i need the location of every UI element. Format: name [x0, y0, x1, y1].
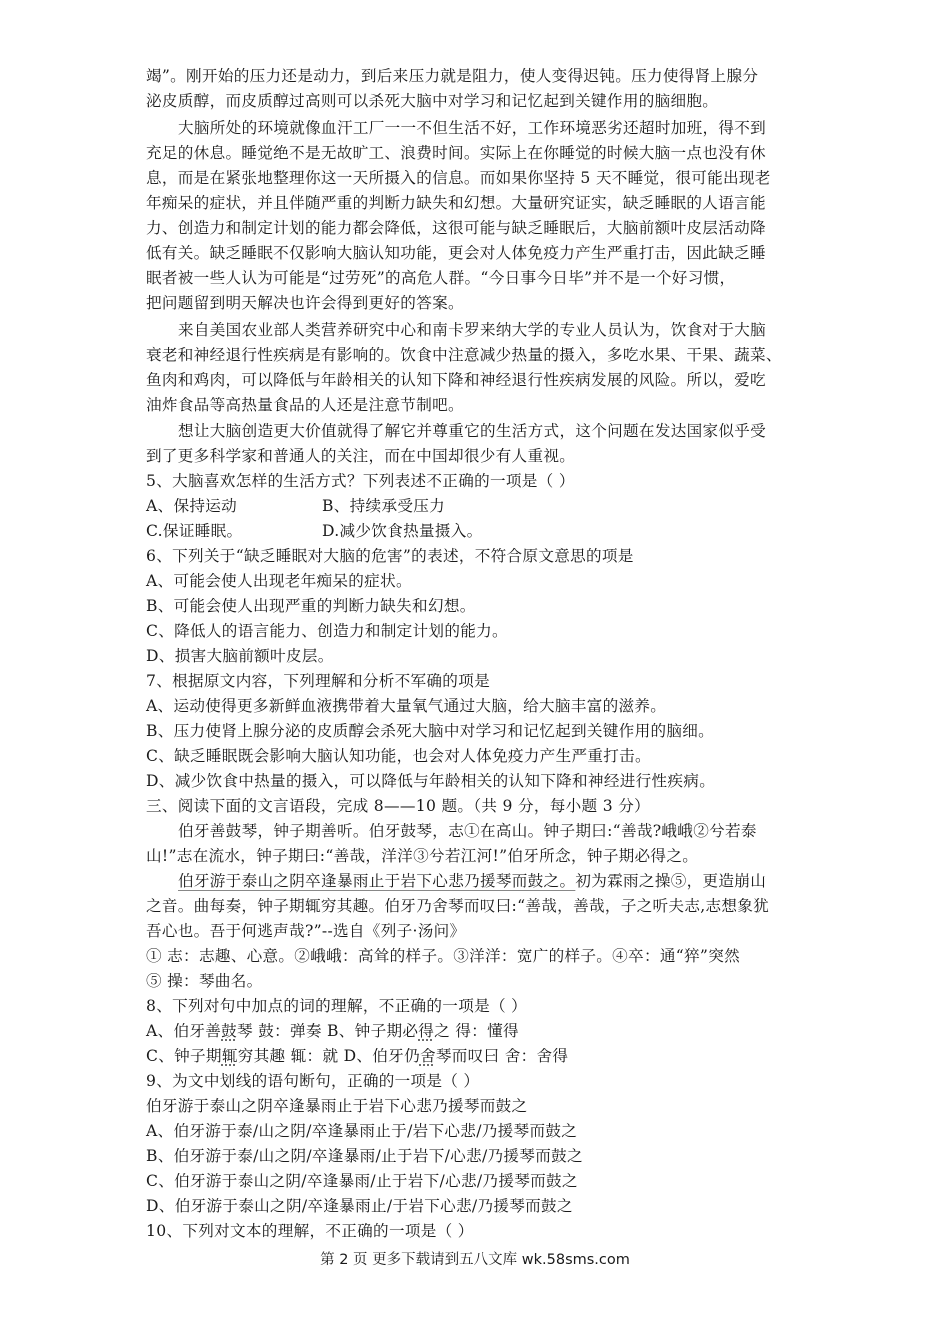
question-6-stem: 6、下列关于“缺乏睡眠对大脑的危害”的表述，不符合原文意思的项是 [146, 547, 634, 565]
underlined-sentence: 伯牙游于泰山之阴卒逢暴雨止于岩下心悲乃援琴而鼓之。 [178, 872, 576, 890]
classical-text-line: 山!”志在流水，钟子期曰:“善哉，洋洋③兮若江河!”伯牙所念，钟子期必得之。 [146, 847, 699, 865]
page-footer: 第 2 页 更多下载请到五八文库 wk.58sms.com [320, 1252, 630, 1268]
option-d: D、伯牙游于泰山之阴/卒逢暴雨止/于岩下心悲/乃援琴而鼓之 [146, 1197, 573, 1215]
option-a: A、伯牙游于泰/山之阴/卒逢暴雨止于/岩下心悲/乃援琴而鼓之 [146, 1122, 578, 1140]
dotted-word: 得 [418, 1022, 435, 1040]
option-b: B、压力使肾上腺分泌的皮质醇会杀死大脑中对学习和记忆起到关键作用的脑细。 [146, 722, 715, 740]
question-10-stem: 10、下列对文本的理解，不正确的一项是（ ） [146, 1222, 474, 1240]
dotted-word: 舍 [419, 1047, 436, 1065]
question-5-stem: 5、大脑喜欢怎样的生活方式？下列表述不正确的一项是（ ） [146, 472, 575, 490]
text-line: 息，而是在紧张地整理你这一天所摄入的信息。而如果你坚持 5 天不睡觉，很可能出现老 [146, 169, 771, 187]
text-line: 泌皮质醇，而皮质醇过高则可以杀死大脑中对学习和记忆起到关键作用的脑细胞。 [146, 92, 719, 110]
question-7-stem: 7、根据原文内容，下列理解和分析不军确的项是 [146, 672, 490, 690]
text-line: 竭”。刚开始的压力还是动力，到后来压力就是阻力，使人变得迟钝。压力使得肾上腺分 [146, 67, 759, 85]
option-d: D.减少饮食热量摄入。 [322, 522, 483, 540]
option-c: C、缺乏睡眠既会影响大脑认知功能，也会对人体免疫力产生严重打击。 [146, 747, 651, 765]
annotation-line: ⑤ 操：琴曲名。 [146, 972, 263, 990]
question-9-original: 伯牙游于泰山之阴卒逢暴雨止于岩下心悲乃援琴而鼓之 [146, 1097, 528, 1115]
text-line: 把问题留到明天解决也许会得到更好的答案。 [146, 294, 464, 312]
text-line: 眠者被一些人认为可能是“过劳死”的高危人群。“今日事今日毕”并不是一个好习惯， [146, 269, 736, 287]
dotted-word: 鼓 [221, 1022, 238, 1040]
text-line: 鱼肉和鸡肉，可以降低与年龄相关的认知下降和神经退行性疾病发展的风险。所以，爱吃 [146, 371, 766, 389]
option-b: B、可能会使人出现严重的判断力缺失和幻想。 [146, 597, 476, 615]
question-5-options-ab [146, 494, 826, 519]
text-line: 大脑所处的环境就像血汗工厂一一不但生活不好，工作环境恶劣还超时加班，得不到 [178, 119, 767, 137]
option-b: B、伯牙游于泰/山之阴/卒逢暴雨/止于岩下/心悲/乃援琴而鼓之 [146, 1147, 583, 1165]
annotation-line: ① 志：志趣、心意。②峨峨：高耸的样子。③洋洋：宽广的样子。④卒：通“猝”突然 [146, 947, 740, 965]
text-line: 低有关。缺乏睡眠不仅影响大脑认知功能，更会对人体免疫力产生严重打击，因此缺乏睡 [146, 244, 766, 262]
text-line: 来自美国农业部人类营养研究中心和南卡罗来纳大学的专业人员认为，饮食对于大脑 [178, 321, 767, 339]
option-c: C、伯牙游于泰山之阴/卒逢暴雨/止于岩下/心悲/乃援琴而鼓之 [146, 1172, 578, 1190]
text-line: 充足的休息。睡觉绝不是无故旷工、浪费时间。实际上在你睡觉的时候大脑一点也没有休 [146, 144, 766, 162]
option-d: D、损害大脑前额叶皮层。 [146, 647, 334, 665]
text-line: 年痴呆的症状，并且伴随严重的判断力缺失和幻想。大量研究证实，缺乏睡眠的人语言能 [146, 194, 766, 212]
section-heading: 三、阅读下面的文言语段，完成 8——10 题。（共 9 分，每小题 3 分） [146, 797, 650, 815]
option-a: A、可能会使人出现老年痴呆的症状。 [146, 572, 412, 590]
option-b: B、持续承受压力 [322, 497, 446, 515]
option-c: C.保证睡眠。 [146, 522, 243, 540]
text-line: 到了更多科学家和普通人的关注，而在中国却很少有人重视。 [146, 447, 576, 465]
classical-text-line: 吾心也。吾于何逃声哉?”--选自《列子·汤问》 [146, 922, 466, 940]
question-9-stem: 9、为文中划线的语句断句，正确的一项是（ ） [146, 1072, 480, 1090]
classical-text-line: 之音。曲每奏，钟子期辄穷其趣。伯牙乃舍琴而叹曰:“善哉，善哉，子之听夫志,志想象犹 [146, 897, 770, 915]
text-line: 衰老和神经退行性疾病是有影响的。饮食中注意减少热量的摄入，多吃水果、干果、蔬菜、 [146, 346, 782, 364]
text-line: 油炸食品等高热量食品的人还是注意节制吧。 [146, 396, 464, 414]
classical-text-line: 伯牙善鼓琴，钟子期善听。伯牙鼓琴，志①在高山。钟子期曰:“善哉?峨峨②兮若泰 [178, 822, 757, 840]
option-d: D、减少饮食中热量的摄入，可以降低与年龄相关的认知下降和神经进行性疾病。 [146, 772, 716, 790]
text-line: 力、创造力和制定计划的能力都会降低，这很可能与缺乏睡眠后，大脑前额叶皮层活动降 [146, 219, 766, 237]
option-a: A、运动使得更多新鲜血液携带着大量氧气通过大脑，给大脑丰富的滋养。 [146, 697, 667, 715]
classical-text-line: 伯牙游于泰山之阴卒逢暴雨止于岩下心悲乃援琴而鼓之。初为霖雨之操⑤，更造崩山 [178, 872, 767, 890]
dotted-word: 辄 [221, 1047, 238, 1065]
question-8-stem: 8、下列对句中加点的词的理解，不正确的一项是（ ） [146, 997, 528, 1015]
option-c: C、降低人的语言能力、创造力和制定计划的能力。 [146, 622, 508, 640]
option-a: A、保持运动 [146, 497, 238, 515]
question-5-options-cd [146, 519, 826, 544]
question-8-options-ab: A、伯牙善鼓琴 鼓：弹奏 B、钟子期必得之 得：懂得 [146, 1022, 519, 1040]
question-8-options-cd: C、钟子期辄穷其趣 辄：就 D、伯牙仍舍琴而叹曰 舍：舍得 [146, 1047, 569, 1065]
text-line: 想让大脑创造更大价值就得了解它并尊重它的生活方式，这个问题在发达国家似乎受 [178, 422, 767, 440]
